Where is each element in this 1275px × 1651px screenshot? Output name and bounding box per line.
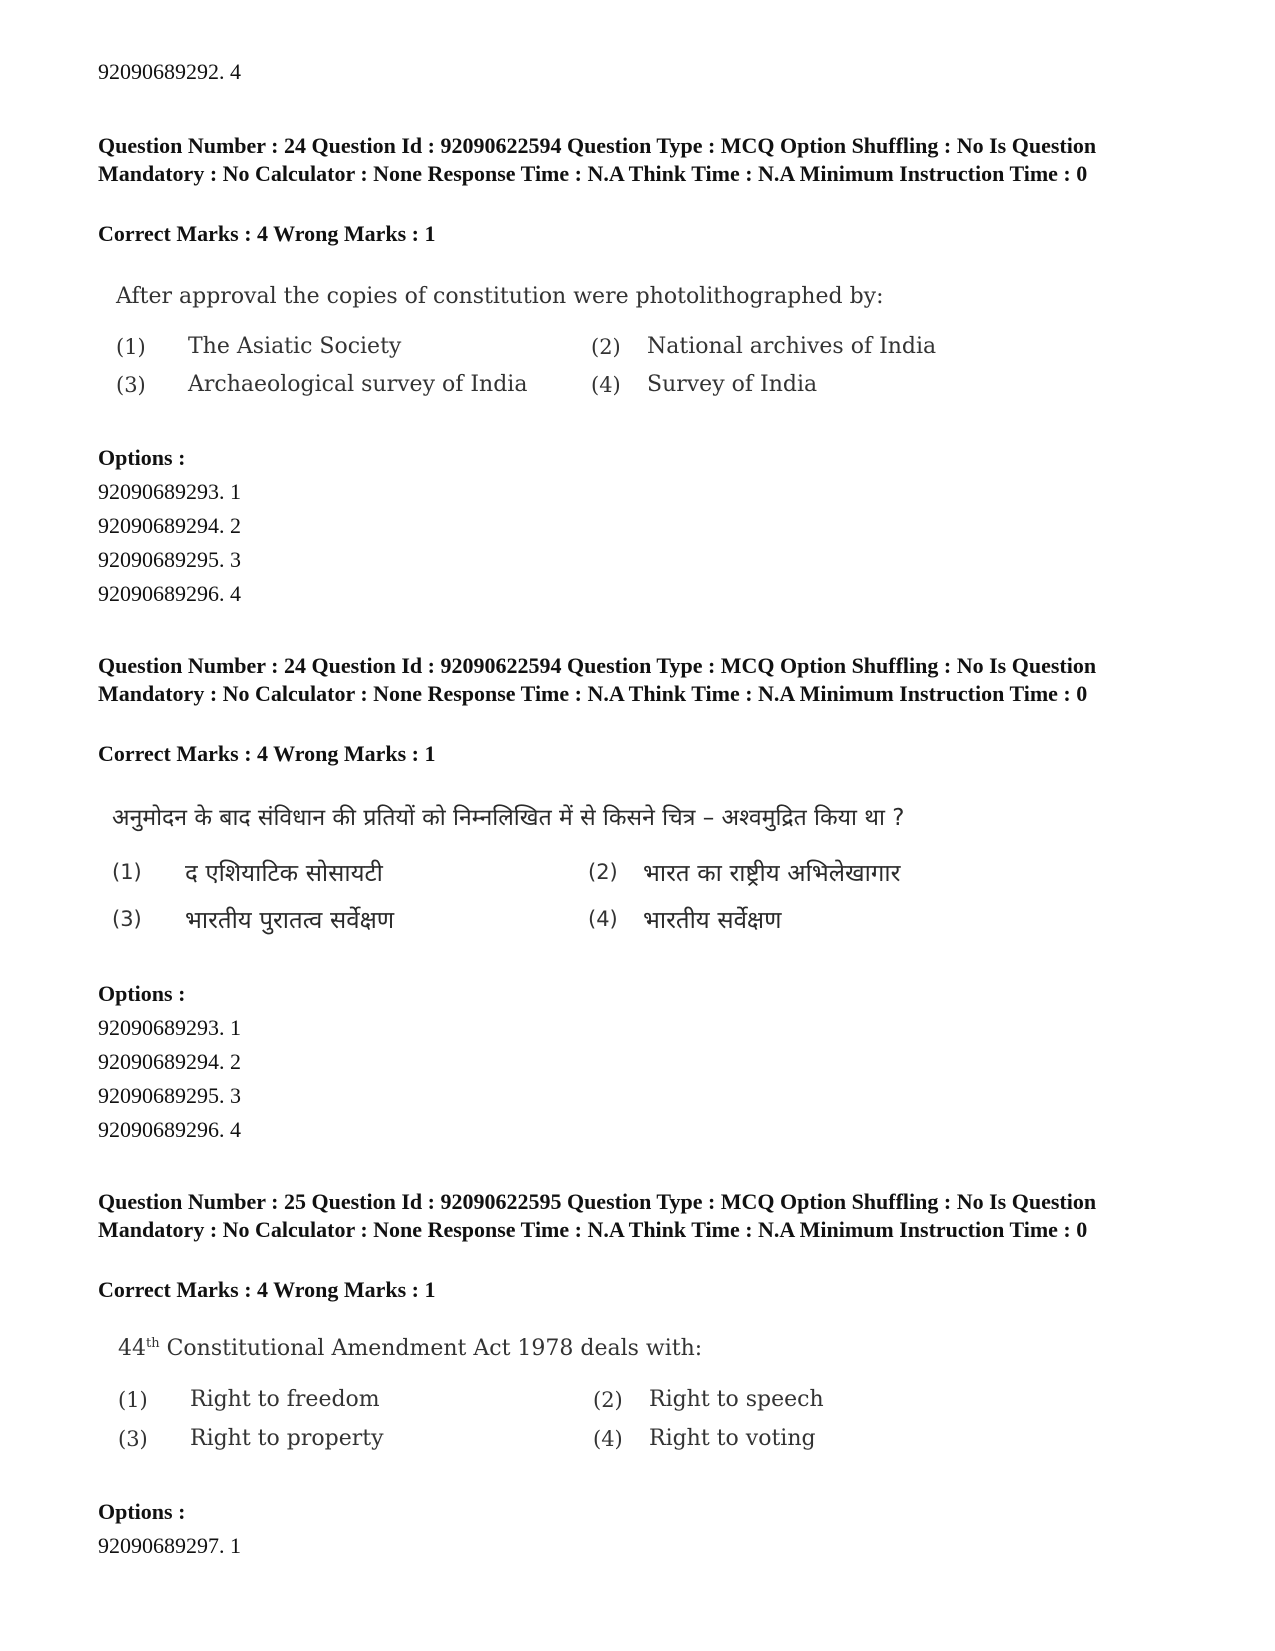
option-line: 92090689294. 2	[98, 513, 241, 538]
choice-text: Right to voting	[649, 1426, 816, 1451]
choice-number: (1)	[116, 335, 146, 359]
choice-text: Right to property	[190, 1426, 384, 1451]
choice-number: (2)	[593, 1388, 623, 1412]
question-marks: Correct Marks : 4 Wrong Marks : 1	[98, 741, 436, 766]
question-meta: Question Number : 24 Question Id : 92090622594 Question Type : MCQ Option Shuffling : No Is Question Mandatory : No Calculator : None Response Time : N.A Think Time : N.A Minimum Instruction Time : 0	[98, 133, 1097, 186]
choice-text: The Asiatic Society	[188, 334, 402, 359]
option-line: 92090689297. 1	[98, 1533, 241, 1558]
choice-number: (1)	[118, 1388, 148, 1412]
choice-text: भारतीय पुरातत्व सर्वेक्षण	[185, 906, 395, 934]
choice-number: (4)	[593, 1427, 623, 1451]
question-marks: Correct Marks : 4 Wrong Marks : 1	[98, 221, 436, 246]
choice-number: (3)	[118, 1427, 148, 1451]
option-line: 92090689293. 1	[98, 479, 241, 504]
choice-text: भारत का राष्ट्रीय अभिलेखागार	[643, 859, 901, 887]
question-meta: Question Number : 25 Question Id : 92090622595 Question Type : MCQ Option Shuffling : No Is Question Mandatory : No Calculator : None Response Time : N.A Think Time : N.A Minimum Instruction Time : 0	[98, 1189, 1097, 1242]
choice-number: (3)	[116, 373, 146, 397]
question-text: After approval the copies of constitution were photolithographed by:	[116, 284, 884, 309]
choice-number: (2)	[588, 860, 618, 884]
choice-text: Survey of India	[647, 372, 818, 397]
choice-number: (3)	[112, 907, 142, 931]
options-label: Options :	[98, 981, 186, 1006]
question-marks: Correct Marks : 4 Wrong Marks : 1	[98, 1277, 436, 1302]
options-label: Options :	[98, 445, 186, 470]
choice-number: (2)	[591, 335, 621, 359]
options-label: Options :	[98, 1499, 186, 1524]
choice-text: भारतीय सर्वेक्षण	[643, 906, 782, 934]
option-line: 92090689294. 2	[98, 1049, 241, 1074]
question-text	[118, 1336, 702, 1361]
choice-number: (4)	[588, 907, 618, 931]
choice-number: (4)	[591, 373, 621, 397]
question-text-rest: Constitutional Amendment Act 1978 deals with:	[159, 1336, 703, 1361]
choice-text: द एशियाटिक सोसायटी	[185, 859, 383, 887]
question-meta: Question Number : 24 Question Id : 92090622594 Question Type : MCQ Option Shuffling : No Is Question Mandatory : No Calculator : None Response Time : N.A Think Time : N.A Minimum Instruction Time : 0	[98, 653, 1097, 706]
choice-number: (1)	[112, 860, 142, 884]
choice-text: Right to speech	[649, 1387, 824, 1412]
option-line: 92090689296. 4	[98, 581, 241, 606]
option-line: 92090689292. 4	[98, 59, 241, 84]
question-text: अनुमोदन के बाद संविधान की प्रतियों को निम्नलिखित में से किसने चित्र – अश्वमुद्रित किया था ?	[112, 805, 905, 831]
choice-text: Right to freedom	[190, 1387, 380, 1412]
choice-text: Archaeological survey of India	[188, 372, 528, 397]
option-line: 92090689295. 3	[98, 547, 241, 572]
option-line: 92090689295. 3	[98, 1083, 241, 1108]
option-line: 92090689296. 4	[98, 1117, 241, 1142]
choice-text: National archives of India	[647, 334, 937, 359]
option-line: 92090689293. 1	[98, 1015, 241, 1040]
question-text-number: 44	[118, 1336, 146, 1361]
question-text-superscript: th	[146, 1336, 160, 1351]
